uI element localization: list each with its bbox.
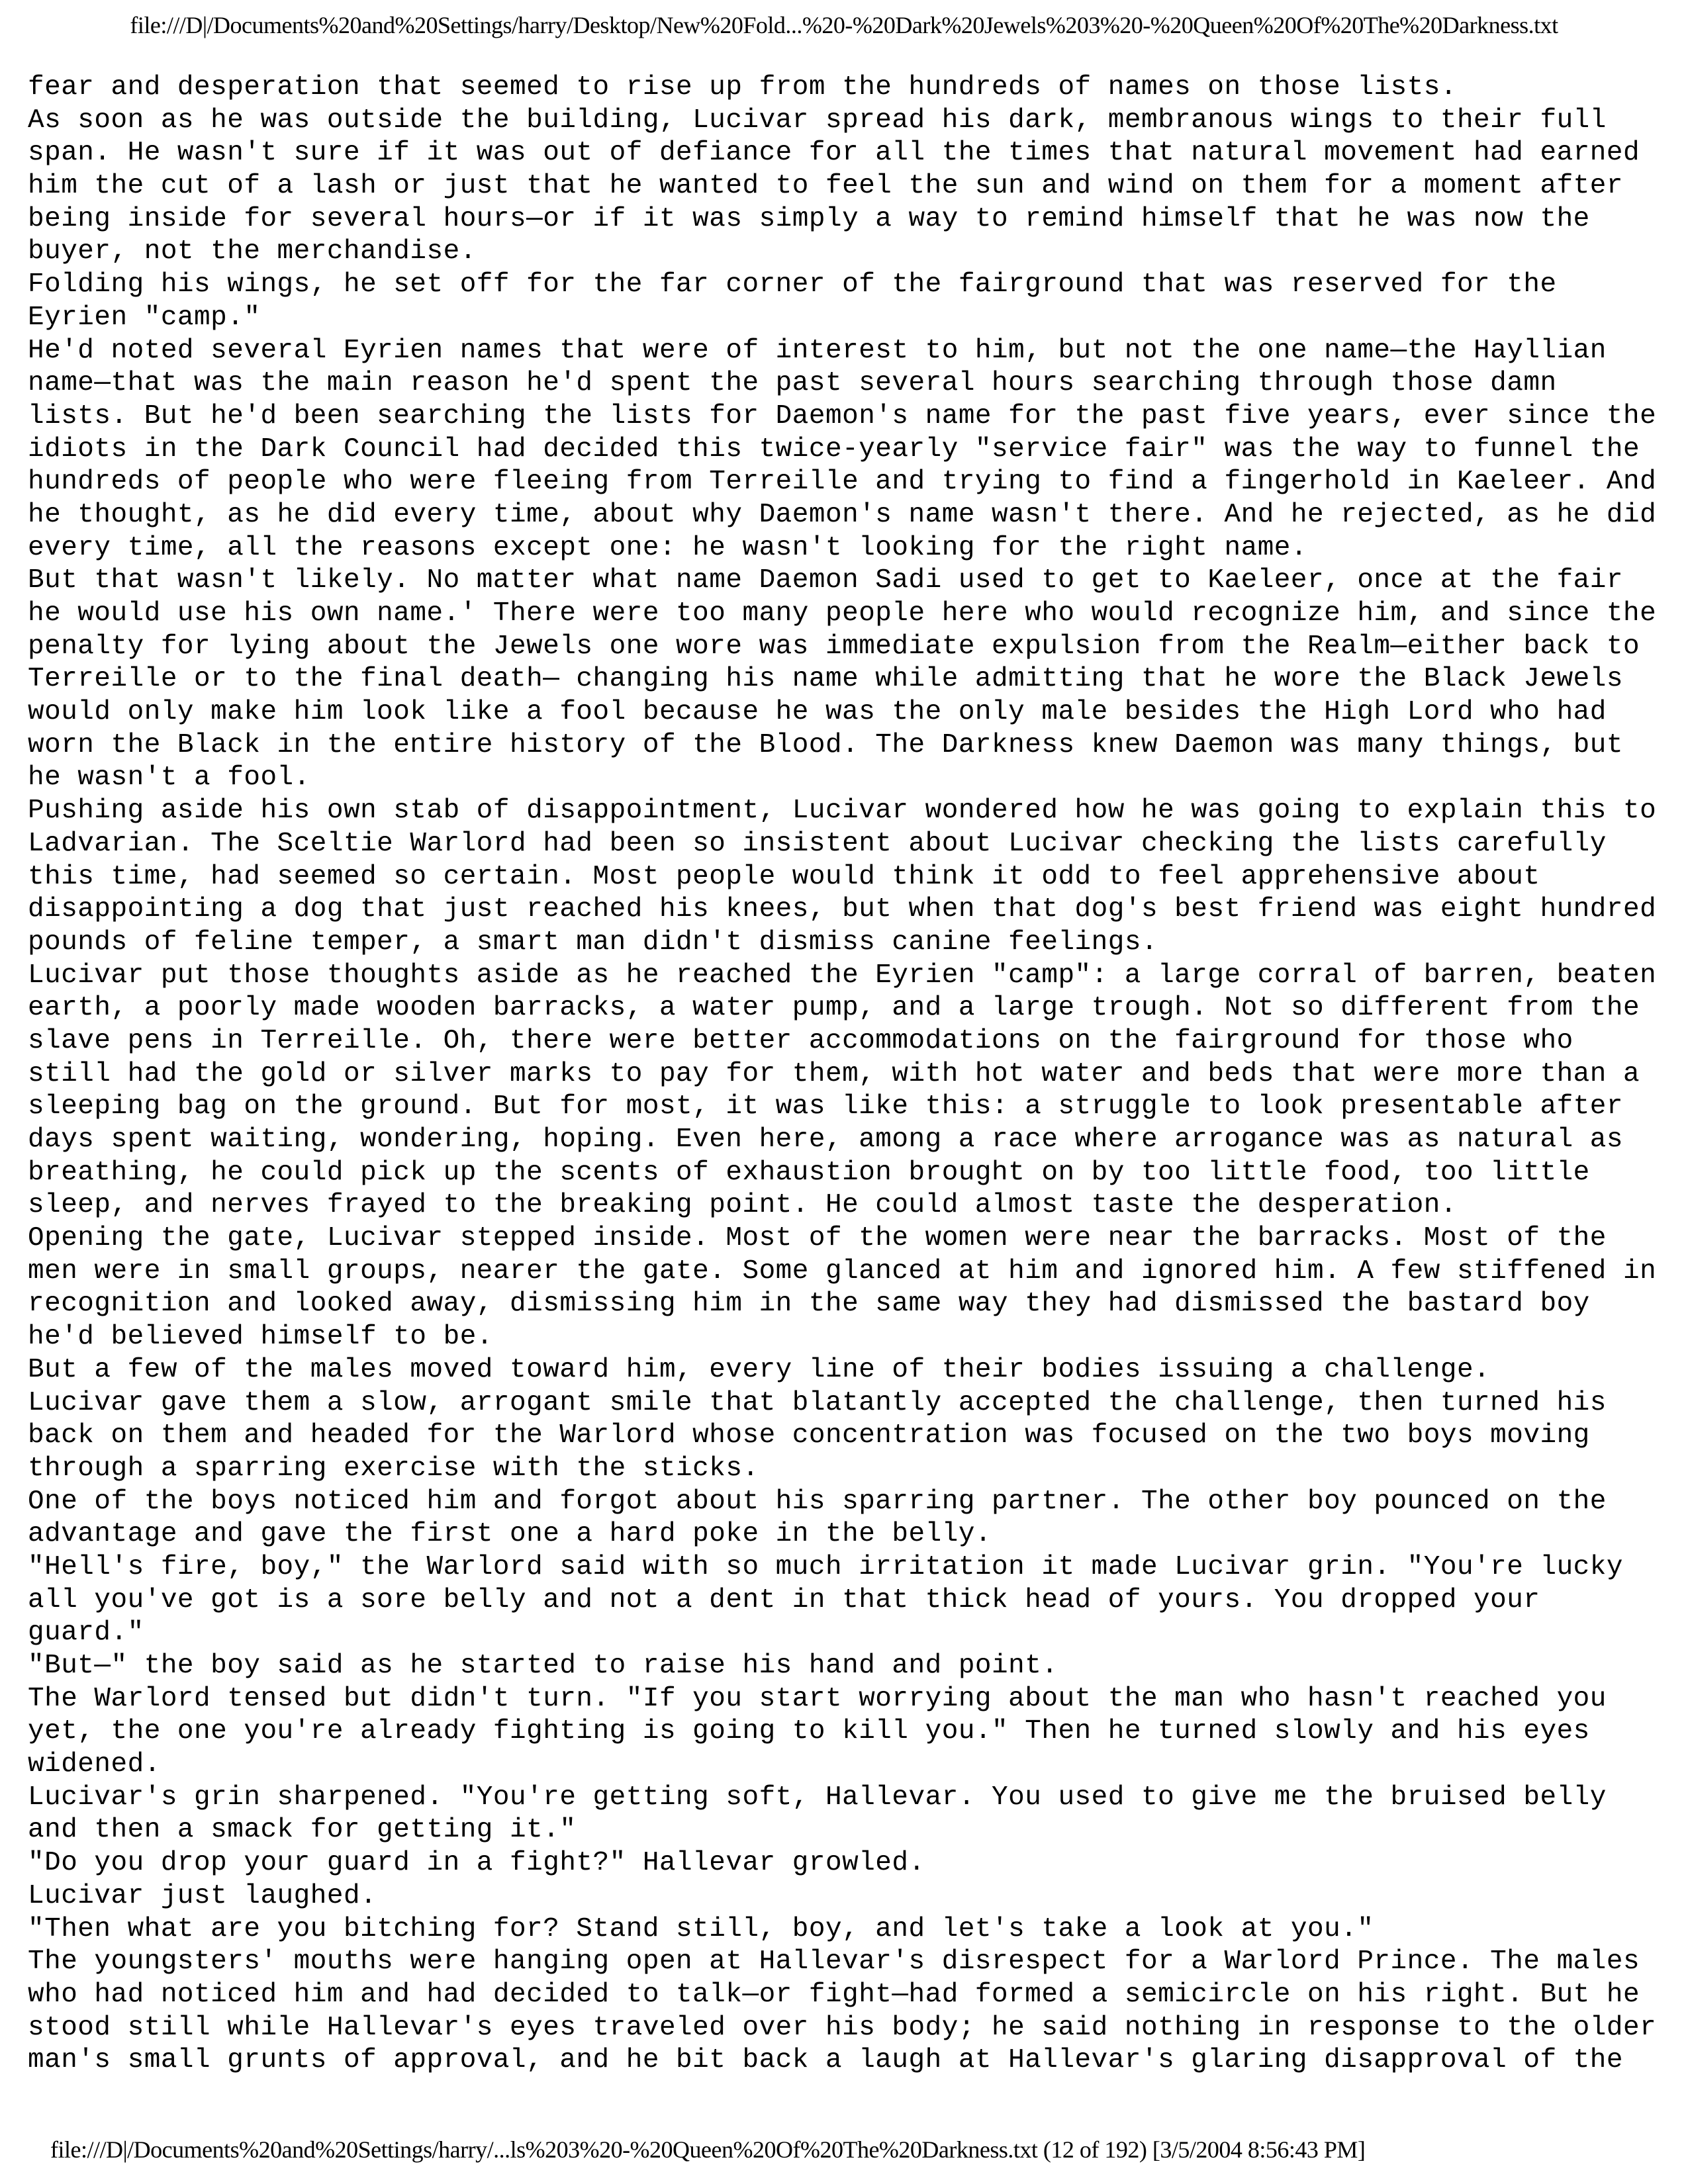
text-line: earth, a poorly made wooden barracks, a water pump, and a large trough. Not so different from the — [28, 993, 1640, 1024]
text-line: recognition and looked away, dismissing him in the same way they had dismissed the bastard boy — [28, 1289, 1590, 1320]
text-line: slave pens in Terreille. Oh, there were better accommodations on the fairground for those who — [28, 1025, 1573, 1056]
text-line: Terreille or to the final death— changing his name while admitting that he wore the Black Jewels — [28, 664, 1623, 695]
text-line: One of the boys noticed him and forgot about his sparring partner. The other boy pounced on the — [28, 1486, 1607, 1517]
text-line: back on them and headed for the Warlord whose concentration was focused on the two boys moving — [28, 1420, 1590, 1451]
text-line: him the cut of a lash or just that he wanted to feel the sun and wind on them for a moment after — [28, 171, 1623, 202]
text-line: buyer, not the merchandise. — [28, 236, 477, 267]
text-line: hundreds of people who were fleeing from Terreille and trying to find a fingerhold in Kaeleer. And — [28, 467, 1657, 498]
text-line: Eyrien "camp." — [28, 302, 261, 333]
text-line: idiots in the Dark Council had decided this twice-yearly "service fair" was the way to funnel the — [28, 433, 1640, 465]
text-line: would only make him look like a fool because he was the only male besides the High Lord who had — [28, 697, 1607, 728]
text-line: yet, the one you're already fighting is going to kill you." Then he turned slowly and his eyes — [28, 1716, 1590, 1747]
text-line: Lucivar's grin sharpened. "You're getting soft, Hallevar. You used to give me the bruised belly — [28, 1782, 1607, 1813]
page-header-file-path: file:///D|/Documents%20and%20Settings/harry/Desktop/New%20Fold...%20-%20Dark%20Jewels%203%20-%20Queen%20Of%20The%20Darkness.txt — [130, 12, 1558, 38]
text-line: disappointing a dog that just reached his knees, but when that dog's best friend was eight hundred — [28, 894, 1657, 925]
text-line: he would use his own name.' There were too many people here who would recognize him, and since the — [28, 598, 1657, 629]
text-line: every time, all the reasons except one: he wasn't looking for the right name. — [28, 532, 1308, 563]
text-line: and then a smack for getting it." — [28, 1815, 577, 1846]
text-line: sleeping bag on the ground. But for most, it was like this: a struggle to look presentable after — [28, 1091, 1623, 1122]
text-line: widened. — [28, 1749, 161, 1780]
text-line: being inside for several hours—or if it was simply a way to remind himself that he was now the — [28, 203, 1590, 234]
text-line: But a few of the males moved toward him, every line of their bodies issuing a challenge. — [28, 1354, 1491, 1385]
text-line: breathing, he could pick up the scents of exhaustion brought on by too little food, too little — [28, 1157, 1590, 1188]
text-line: pounds of feline temper, a smart man didn't dismiss canine feelings. — [28, 927, 1158, 958]
text-line: Folding his wings, he set off for the far corner of the fairground that was reserved for the — [28, 269, 1557, 300]
text-line: sleep, and nerves frayed to the breaking point. He could almost taste the desperation. — [28, 1190, 1457, 1221]
text-line: "Then what are you bitching for? Stand still, boy, and let's take a look at you." — [28, 1913, 1374, 1944]
text-line: days spent waiting, wondering, hoping. Even here, among a race where arrogance was as natural as — [28, 1124, 1623, 1155]
text-line: "Hell's fire, boy," the Warlord said with so much irritation it made Lucivar grin. "You're lucky — [28, 1551, 1623, 1582]
text-line: fear and desperation that seemed to rise up from the hundreds of names on those lists. — [28, 72, 1457, 103]
text-line: still had the gold or silver marks to pay for them, with hot water and beds that were more than a — [28, 1058, 1640, 1089]
document-body — [28, 71, 1669, 2097]
text-line: Pushing aside his own stab of disappointment, Lucivar wondered how he was going to explain this to — [28, 796, 1657, 827]
text-line: Ladvarian. The Sceltie Warlord had been so insistent about Lucivar checking the lists carefully — [28, 828, 1607, 859]
text-line: The Warlord tensed but didn't turn. "If you start worrying about the man who hasn't reached you — [28, 1683, 1607, 1714]
text-line: penalty for lying about the Jewels one wore was immediate expulsion from the Realm—either back to — [28, 631, 1640, 662]
text-line: men were in small groups, nearer the gate. Some glanced at him and ignored him. A few stiffened in — [28, 1255, 1657, 1287]
text-line: span. He wasn't sure if it was out of defiance for all the times that natural movement had earned — [28, 138, 1640, 169]
text-line: Opening the gate, Lucivar stepped inside. Most of the women were near the barracks. Most of the — [28, 1223, 1607, 1254]
text-line: stood still while Hallevar's eyes traveled over his body; he said nothing in response to the older — [28, 2012, 1657, 2043]
text-line: He'd noted several Eyrien names that were of interest to him, but not the one name—the Hayllian — [28, 335, 1607, 366]
text-line: worn the Black in the entire history of the Blood. The Darkness knew Daemon was many things, but — [28, 729, 1623, 760]
text-line: man's small grunts of approval, and he bit back a laugh at Hallevar's glaring disapproval of the — [28, 2045, 1623, 2076]
text-line: Lucivar just laughed. — [28, 1880, 377, 1911]
text-line: he wasn't a fool. — [28, 762, 310, 794]
text-line: lists. But he'd been searching the lists for Daemon's name for the past five years, ever since the — [28, 400, 1657, 432]
text-line: The youngsters' mouths were hanging open at Hallevar's disrespect for a Warlord Prince. The males — [28, 1946, 1640, 1978]
text-line: Lucivar put those thoughts aside as he reached the Eyrien "camp": a large corral of barren, beaten — [28, 960, 1657, 991]
text-line: "But—" the boy said as he started to raise his hand and point. — [28, 1651, 1058, 1681]
text-line: "Do you drop your guard in a fight?" Hallevar growled. — [28, 1848, 925, 1879]
page-footer-file-info: file:///D|/Documents%20and%20Settings/harry/...ls%203%20-%20Queen%20Of%20The%20Darkness.txt (12 of 192) [3/5/2004 8:56:43 PM] — [50, 2136, 1366, 2163]
text-line: this time, had seemed so certain. Most people would think it odd to feel apprehensive about — [28, 861, 1540, 892]
text-line: he thought, as he did every time, about why Daemon's name wasn't there. And he rejected, as he did — [28, 499, 1657, 530]
text-line: advantage and gave the first one a hard poke in the belly. — [28, 1519, 992, 1550]
text-line: through a sparring exercise with the sticks. — [28, 1453, 759, 1484]
text-line: he'd believed himself to be. — [28, 1322, 493, 1353]
text-line: But that wasn't likely. No matter what name Daemon Sadi used to get to Kaeleer, once at the fair — [28, 565, 1623, 596]
text-line: Lucivar gave them a slow, arrogant smile that blatantly accepted the challenge, then turned his — [28, 1387, 1607, 1418]
text-line: who had noticed him and had decided to talk—or fight—had formed a semicircle on his right. But he — [28, 1979, 1640, 2010]
text-line: name—that was the main reason he'd spent the past several hours searching through those damn — [28, 368, 1557, 399]
text-line: all you've got is a sore belly and not a dent in that thick head of yours. You dropped your — [28, 1584, 1540, 1615]
text-line: guard." — [28, 1617, 144, 1649]
text-line: As soon as he was outside the building, Lucivar spread his dark, membranous wings to their full — [28, 105, 1607, 136]
